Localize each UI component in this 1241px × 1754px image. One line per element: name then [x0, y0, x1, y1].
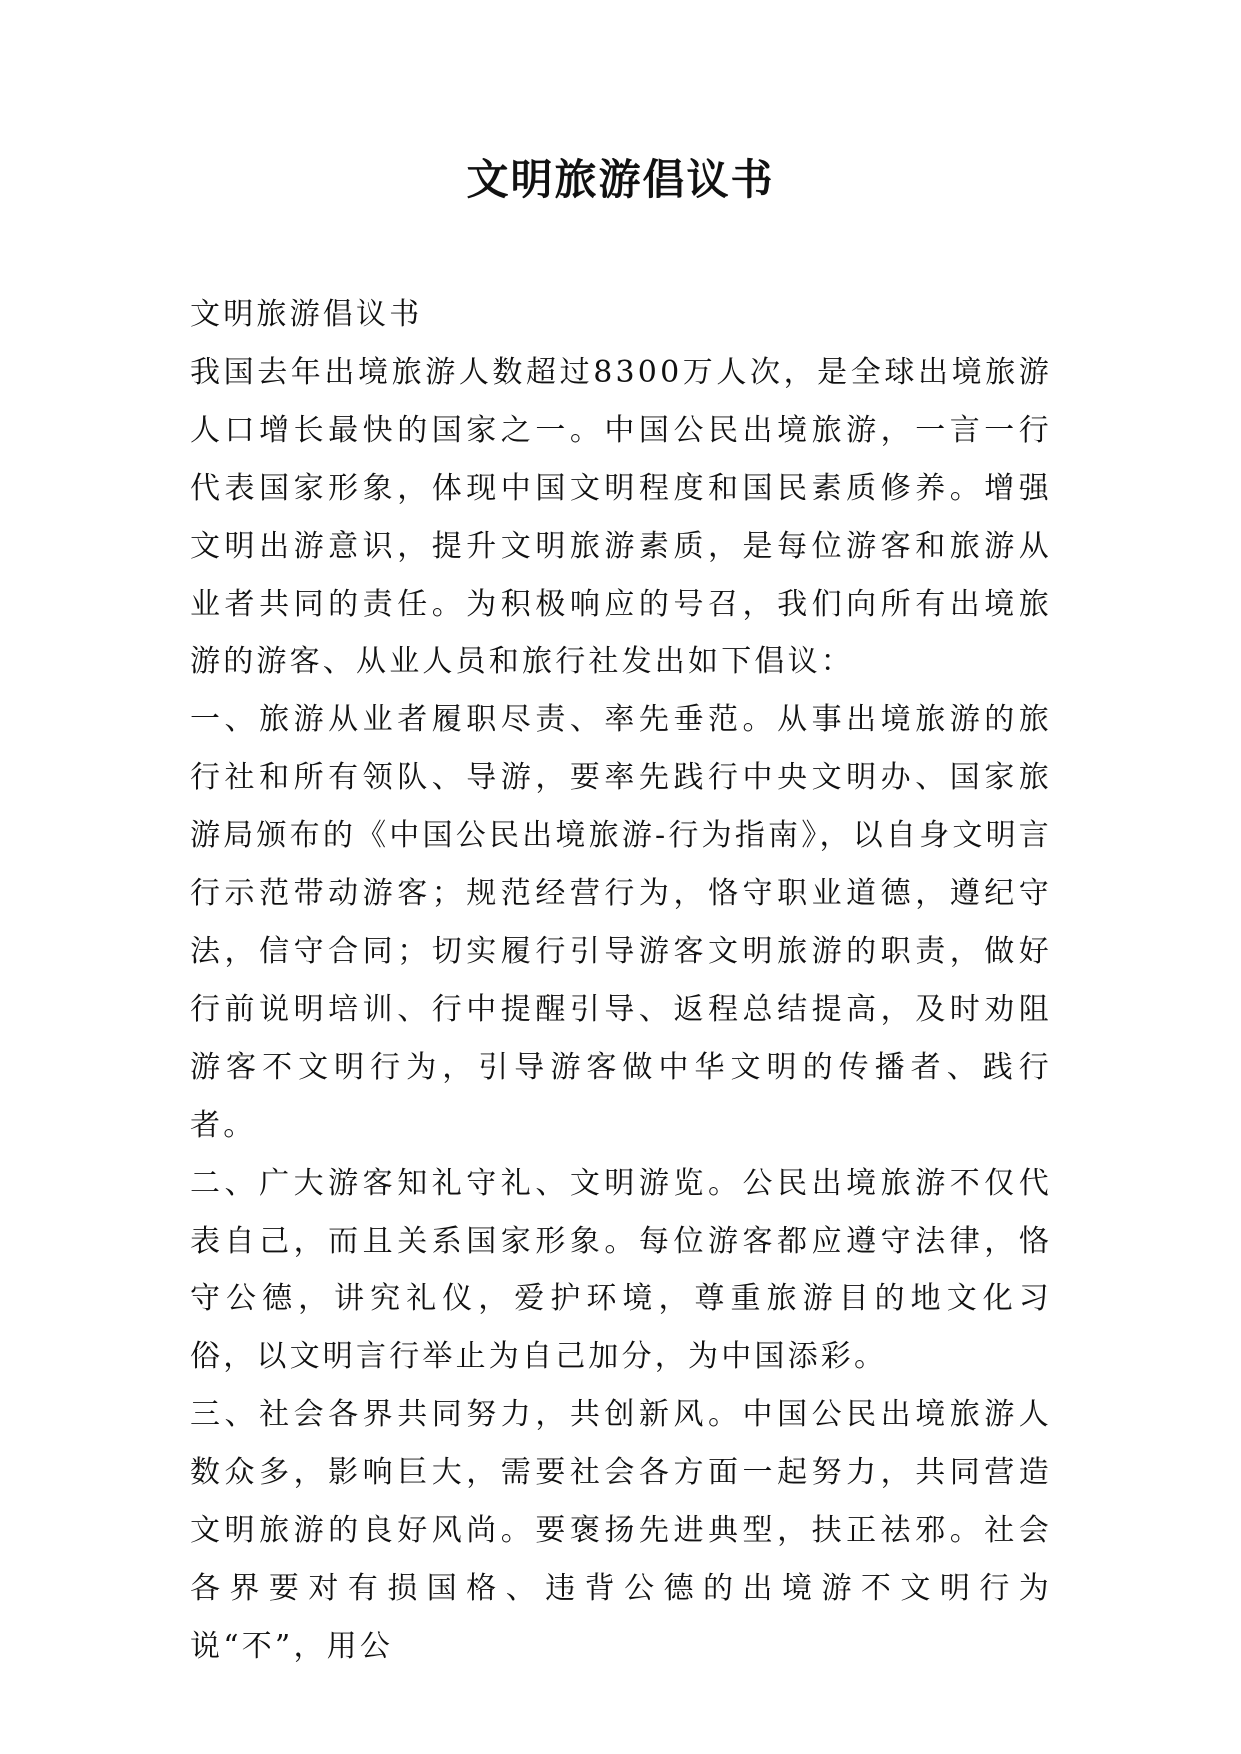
proposal-one-paragraph: 一、旅游从业者履职尽责、率先垂范。从事出境旅游的旅行社和所有领队、导游，要率先践行中央文明办、国家旅游局颁布的《中国公民出境旅游-行为指南》，以自身文明言行示范带动游客；规范经营行为，恪守职业道德，遵纪守法，信守合同；切实履行引导游客文明旅游的职责，做好行前说明培训、行中提醒引导、返程总结提高，及时劝阻游客不文明行为，引导游客做中华文明的传播者、践行者。	[190, 702, 1052, 1143]
intro-paragraph: 我国去年出境旅游人数超过8300万人次，是全球出境旅游人口增长最快的国家之一。中国公民出境旅游，一言一行代表国家形象，体现中国文明程度和国民素质修养。增强文明出游意识，提升文明旅游素质，是每位游客和旅游从业者共同的责任。为积极响应的号召，我们向所有出境旅游的游客、从业人员和旅行社发出如下倡议：	[190, 354, 1052, 680]
body-heading: 文明旅游倡议书	[190, 297, 423, 332]
proposal-two-paragraph: 二、广大游客知礼守礼、文明游览。公民出境旅游不仅代表自己，而且关系国家形象。每位游客都应遵守法律，恪守公德，讲究礼仪，爱护环境，尊重旅游目的地文化习俗，以文明言行举止为自己加分，为中国添彩。	[190, 1165, 1052, 1375]
document-title: 文明旅游倡议书	[466, 155, 775, 204]
proposal-three-paragraph: 三、社会各界共同努力，共创新风。中国公民出境旅游人数众多，影响巨大，需要社会各方面一起努力，共同营造文明旅游的良好风尚。要褒扬先进典型，扶正祛邪。社会各界要对有损国格、违背公德的出境游不文明行为说“不”，用公	[190, 1397, 1052, 1664]
document-body	[190, 286, 1052, 1676]
